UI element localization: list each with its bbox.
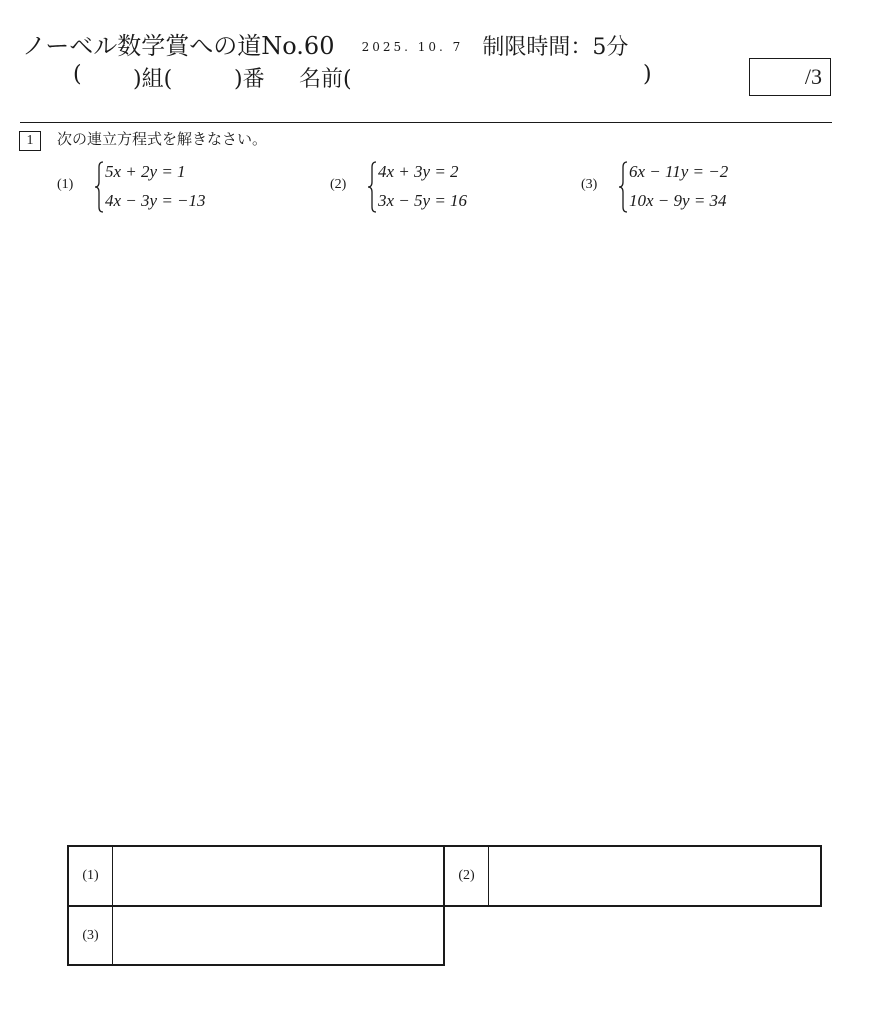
- brace-icon: [367, 160, 377, 214]
- problem-label: (1): [57, 177, 74, 192]
- equation-2: 4x − 3y = −13: [105, 191, 206, 210]
- header-divider: [20, 122, 832, 123]
- name-field-label: 名前(: [299, 67, 352, 92]
- answer-cell-2: [443, 845, 822, 907]
- equation-2: 3x − 5y = 16: [378, 191, 468, 210]
- answer-field-1[interactable]: [113, 847, 443, 905]
- answer-field-2[interactable]: [489, 847, 820, 905]
- worksheet-title: ノーベル数学賞への道No.60: [22, 32, 335, 60]
- answer-cell-3: [67, 905, 445, 966]
- name-field-close: ): [643, 62, 652, 87]
- header-title-row: [22, 26, 628, 61]
- answer-cell-1: [67, 845, 445, 907]
- class-field-label: )組(: [133, 67, 173, 92]
- number-field-label: )番: [234, 67, 265, 92]
- question-instruction: 次の連立方程式を解きなさい。: [57, 130, 268, 148]
- answer-label: (2): [445, 847, 489, 905]
- equation-1: 4x + 3y = 2: [378, 162, 459, 181]
- brace-icon: [94, 160, 104, 214]
- equation-2: 10x − 9y = 34: [629, 191, 727, 210]
- answer-label: (3): [69, 907, 113, 964]
- worksheet-date: 2025. 10. 7: [361, 40, 464, 54]
- equation-1: 5x + 2y = 1: [105, 162, 186, 181]
- brace-icon: [618, 160, 628, 214]
- problem-label: (3): [581, 177, 598, 192]
- answer-field-3[interactable]: [113, 907, 443, 964]
- problem-label: (2): [330, 177, 347, 192]
- score-box[interactable]: [749, 58, 831, 96]
- answer-label: (1): [69, 847, 113, 905]
- class-field-open: (: [73, 62, 82, 87]
- time-limit: 制限時間：5分: [482, 35, 629, 60]
- answer-grid: [67, 845, 822, 966]
- question-number-box: [19, 131, 41, 151]
- equation-1: 6x − 11y = −2: [629, 162, 729, 181]
- score-total: /3: [804, 64, 822, 89]
- question-number: 1: [26, 133, 34, 148]
